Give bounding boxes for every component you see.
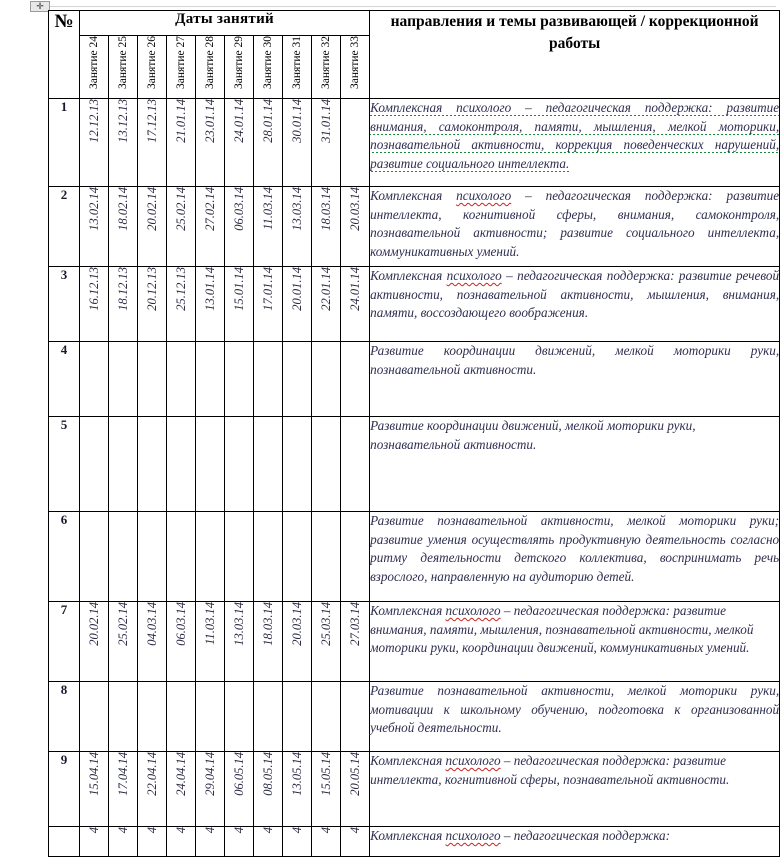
date-cell[interactable]: [225, 602, 254, 682]
header-session-7: [254, 36, 283, 99]
date-cell[interactable]: [312, 827, 341, 857]
session-label: Занятие 30: [261, 36, 274, 89]
date-value: 27.03.14: [348, 602, 363, 646]
date-cell[interactable]: [225, 752, 254, 827]
date-cell[interactable]: [341, 342, 370, 417]
topic-text: Комплексная психолого – педагогическая поддержка: развитие внимания, самоконтроля, памяти, мышления, мелкой моторики, познавательной активности, коррекция поведенческих нарушений, развитие социального интеллекта.: [370, 100, 780, 172]
date-cell[interactable]: [254, 342, 283, 417]
spellcheck-word: психолого: [445, 603, 501, 618]
header-session-5: [196, 36, 225, 99]
date-value: 18.02.14: [116, 187, 130, 231]
date-cell[interactable]: [196, 187, 225, 267]
date-value: 20.01.14: [290, 267, 304, 311]
date-value: 20.02.14: [145, 187, 159, 231]
header-session-10: [341, 36, 370, 99]
date-cell[interactable]: [341, 752, 370, 827]
date-value: 25.02.14: [116, 602, 130, 646]
table-row[interactable]: [49, 512, 780, 602]
date-cell[interactable]: [80, 417, 109, 512]
date-value: 4: [174, 827, 188, 834]
table-row[interactable]: [49, 342, 780, 417]
date-value: 18.03.14: [319, 187, 333, 231]
date-cell[interactable]: [109, 682, 138, 752]
spellcheck-word: психолого: [456, 188, 512, 203]
topic-text-rest: – педагогическая поддержка:: [500, 828, 671, 843]
date-cell[interactable]: [196, 417, 225, 512]
header-session-6: [225, 36, 254, 99]
date-value: 20.02.14: [87, 602, 101, 646]
date-cell[interactable]: [283, 827, 312, 857]
header-session-1: [80, 36, 109, 99]
session-label: Занятие 25: [116, 36, 129, 89]
date-cell[interactable]: [254, 99, 283, 187]
date-cell[interactable]: [341, 827, 370, 857]
date-value: 17.04.14: [116, 752, 130, 796]
date-cell[interactable]: [109, 512, 138, 602]
date-value: 4: [145, 827, 159, 834]
date-cell[interactable]: [341, 602, 370, 682]
date-cell[interactable]: [196, 682, 225, 752]
topic-text-rest: – педагогическая поддержка: развитие внимания, памяти, мышления, познавательной активности, мелкой моторики руки, координации движений, коммуникативных умений.: [370, 603, 754, 656]
date-value: 13.02.14: [87, 187, 101, 231]
date-cell[interactable]: [283, 682, 312, 752]
date-cell[interactable]: [254, 682, 283, 752]
date-value: 4: [232, 827, 246, 834]
table-row[interactable]: [49, 752, 780, 827]
date-cell[interactable]: [312, 682, 341, 752]
date-value: 4: [87, 827, 101, 834]
date-value: 22.04.14: [145, 752, 159, 796]
date-cell[interactable]: [254, 752, 283, 827]
date-cell[interactable]: [138, 827, 167, 857]
date-value: 22.01.14: [319, 267, 333, 311]
date-value: 29.04.14: [203, 752, 217, 796]
date-cell[interactable]: [167, 512, 196, 602]
date-cell[interactable]: [80, 752, 109, 827]
date-value: 20.03.14: [290, 602, 304, 646]
date-cell[interactable]: [283, 99, 312, 187]
table-row[interactable]: [49, 602, 780, 682]
topic-cell[interactable]: [370, 417, 780, 512]
date-value: 20.05.14: [348, 752, 363, 796]
header-row-group: [49, 11, 780, 36]
date-value: 4: [290, 827, 304, 834]
header-session-4: [167, 36, 196, 99]
table-row[interactable]: [49, 267, 780, 342]
date-cell[interactable]: [341, 267, 370, 342]
date-value: 13.12.13: [116, 99, 130, 143]
topic-text-rest: – педагогическая поддержка: развитие интеллекта, когнитивной сферы, внимания, самоконтроля, познавательной активности; развитие социального интеллекта, коммуникативных умений.: [370, 188, 780, 260]
date-cell[interactable]: [167, 752, 196, 827]
row-number-cell[interactable]: 3: [49, 267, 80, 342]
date-value: 31.01.14: [319, 99, 333, 143]
date-cell[interactable]: [341, 417, 370, 512]
topic-text-rest: – педагогическая поддержка: развитие интеллекта, когнитивной сферы, познавательной активности.: [370, 753, 730, 787]
date-cell[interactable]: [196, 512, 225, 602]
date-value: 28.01.14: [261, 99, 275, 143]
date-value: 21.01.14: [174, 99, 188, 143]
date-cell[interactable]: [80, 827, 109, 857]
session-label: Занятие 28: [203, 36, 216, 89]
date-value: 16.12.13: [87, 267, 101, 311]
date-cell[interactable]: [254, 512, 283, 602]
date-value: 25.02.14: [174, 187, 188, 231]
date-value: 24.01.14: [348, 267, 363, 311]
date-cell[interactable]: [254, 827, 283, 857]
topic-text-rest: – педагогическая поддержка: развитие речевой активности, познавательной активности, мышления, внимания, памяти, воссоздающего воображения.: [370, 268, 780, 321]
date-cell[interactable]: [283, 342, 312, 417]
session-label: Занятие 26: [145, 36, 158, 89]
date-cell[interactable]: [254, 602, 283, 682]
date-cell[interactable]: [167, 682, 196, 752]
date-cell[interactable]: [312, 267, 341, 342]
date-value: 4: [319, 827, 333, 834]
date-value: 13.03.14: [232, 602, 246, 646]
date-cell[interactable]: [283, 512, 312, 602]
date-cell[interactable]: [167, 417, 196, 512]
date-value: 25.03.14: [319, 602, 333, 646]
date-value: 13.05.14: [290, 752, 304, 796]
date-cell[interactable]: [225, 417, 254, 512]
topic-cell[interactable]: [370, 267, 780, 342]
date-value: 27.02.14: [203, 187, 217, 231]
header-session-8: [283, 36, 312, 99]
topic-cell[interactable]: [370, 99, 780, 187]
header-dates-group: Даты занятий: [80, 11, 370, 36]
date-cell[interactable]: [312, 187, 341, 267]
header-topic: направления и темы развивающей / коррекционной работы: [370, 11, 780, 99]
date-cell[interactable]: [138, 752, 167, 827]
ruler-divider: [50, 6, 776, 7]
session-label: Занятие 29: [232, 36, 245, 89]
row-number-cell[interactable]: 7: [49, 602, 80, 682]
date-cell[interactable]: [109, 267, 138, 342]
date-value: 15.05.14: [319, 752, 333, 796]
date-cell[interactable]: [109, 187, 138, 267]
date-value: 4: [261, 827, 275, 834]
date-cell[interactable]: [196, 342, 225, 417]
topic-cell[interactable]: [370, 602, 780, 682]
topic-text: Развитие познавательной активности, мелкой моторики руки; развитие умения осуществлять продуктивную деятельность согласно ритму деятельности детского коллектива, воспринимать речь взрослого, направленную на аудиторию детей.: [370, 513, 780, 585]
date-cell[interactable]: [312, 512, 341, 602]
date-value: 11.03.14: [261, 187, 275, 230]
date-cell[interactable]: [341, 187, 370, 267]
table-move-handle-icon[interactable]: [30, 1, 50, 12]
date-value: 4: [348, 827, 363, 834]
date-value: 23.01.14: [203, 99, 217, 143]
date-cell[interactable]: [167, 187, 196, 267]
date-cell[interactable]: [283, 602, 312, 682]
date-cell[interactable]: [138, 602, 167, 682]
date-cell[interactable]: [109, 602, 138, 682]
table-header: [49, 11, 780, 99]
table-row[interactable]: [49, 99, 780, 187]
date-value: 20.12.13: [145, 267, 159, 311]
topic-cell[interactable]: [370, 752, 780, 827]
date-cell[interactable]: [167, 267, 196, 342]
date-cell[interactable]: [341, 512, 370, 602]
topic-text-lead: Комплексная: [370, 188, 457, 203]
session-label: Занятие 27: [174, 36, 187, 89]
session-label: Занятие 33: [348, 36, 361, 89]
table-row[interactable]: [49, 417, 780, 512]
date-cell[interactable]: [225, 682, 254, 752]
date-cell[interactable]: [80, 342, 109, 417]
date-value: 13.03.14: [290, 187, 304, 231]
date-value: 4: [203, 827, 217, 834]
date-cell[interactable]: [138, 512, 167, 602]
date-cell[interactable]: [254, 417, 283, 512]
date-cell[interactable]: [80, 512, 109, 602]
date-cell[interactable]: [196, 602, 225, 682]
date-cell[interactable]: [138, 267, 167, 342]
topic-cell[interactable]: [370, 682, 780, 752]
date-cell[interactable]: [196, 752, 225, 827]
session-label: Занятие 32: [319, 36, 332, 89]
topic-text-lead: Комплексная: [370, 828, 446, 843]
date-cell[interactable]: [312, 602, 341, 682]
date-cell[interactable]: [283, 267, 312, 342]
date-cell[interactable]: [80, 602, 109, 682]
date-value: 18.03.14: [261, 602, 275, 646]
date-cell[interactable]: [109, 99, 138, 187]
table-handle-glyph: ✛: [36, 1, 44, 11]
date-cell[interactable]: [167, 602, 196, 682]
date-cell[interactable]: [312, 752, 341, 827]
date-value: 15.04.14: [87, 752, 101, 796]
date-value: 12.12.13: [87, 99, 101, 143]
date-value: 15.01.14: [232, 267, 246, 311]
date-value: 11.03.14: [203, 602, 217, 645]
date-value: 24.04.14: [174, 752, 188, 796]
topic-cell[interactable]: [370, 827, 780, 857]
topic-text-lead: Комплексная: [370, 753, 446, 768]
date-cell[interactable]: [225, 342, 254, 417]
topic-text: Развитие координации движений, мелкой моторики руки, познавательной активности.: [370, 418, 696, 452]
topic-text-lead: Комплексная: [370, 268, 447, 283]
table-row[interactable]: [49, 827, 780, 857]
date-cell[interactable]: [138, 417, 167, 512]
date-value: 06.03.14: [232, 187, 246, 231]
date-value: 06.03.14: [174, 602, 188, 646]
date-cell[interactable]: [312, 342, 341, 417]
header-session-2: [109, 36, 138, 99]
topic-cell[interactable]: [370, 187, 780, 267]
date-cell[interactable]: [341, 99, 370, 187]
date-cell[interactable]: [80, 267, 109, 342]
date-cell[interactable]: [225, 187, 254, 267]
date-value: 30.01.14: [290, 99, 304, 143]
date-value: 4: [116, 827, 130, 834]
date-cell[interactable]: [312, 99, 341, 187]
header-number: №: [49, 11, 80, 99]
date-cell[interactable]: [312, 417, 341, 512]
date-cell[interactable]: [109, 417, 138, 512]
row-number-cell[interactable]: 8: [49, 682, 80, 752]
date-cell[interactable]: [80, 682, 109, 752]
row-number-cell[interactable]: 5: [49, 417, 80, 512]
date-cell[interactable]: [138, 682, 167, 752]
date-cell[interactable]: [138, 342, 167, 417]
date-cell[interactable]: [167, 99, 196, 187]
table-row[interactable]: [49, 187, 780, 267]
date-value: 17.01.14: [261, 267, 275, 311]
session-label: Занятие 31: [290, 36, 303, 89]
date-cell[interactable]: [225, 512, 254, 602]
date-cell[interactable]: [138, 187, 167, 267]
date-cell[interactable]: [283, 187, 312, 267]
date-cell[interactable]: [225, 99, 254, 187]
date-cell[interactable]: [341, 682, 370, 752]
date-cell[interactable]: [138, 99, 167, 187]
header-session-3: [138, 36, 167, 99]
date-value: 20.03.14: [348, 187, 363, 231]
date-cell[interactable]: [196, 99, 225, 187]
date-cell[interactable]: [225, 267, 254, 342]
date-cell[interactable]: [283, 752, 312, 827]
row-number-cell[interactable]: 1: [49, 99, 80, 187]
row-number-cell[interactable]: 9: [49, 752, 80, 827]
date-cell[interactable]: [80, 187, 109, 267]
date-cell[interactable]: [196, 267, 225, 342]
date-cell[interactable]: [80, 99, 109, 187]
row-number-cell[interactable]: [49, 827, 80, 857]
topic-text-lead: Комплексная: [370, 603, 446, 618]
row-number-cell[interactable]: 2: [49, 187, 80, 267]
header-session-9: [312, 36, 341, 99]
date-value: 13.01.14: [203, 267, 217, 311]
table-body: [49, 99, 780, 857]
date-value: 06.05.14: [232, 752, 246, 796]
date-value: 08.05.14: [261, 752, 275, 796]
lesson-schedule-table: [48, 10, 780, 857]
spellcheck-word: психолого: [445, 753, 501, 768]
date-cell[interactable]: [225, 827, 254, 857]
date-cell[interactable]: [109, 827, 138, 857]
date-cell[interactable]: [196, 827, 225, 857]
date-value: 24.01.14: [232, 99, 246, 143]
date-cell[interactable]: [283, 417, 312, 512]
topic-cell[interactable]: [370, 512, 780, 602]
date-value: 04.03.14: [145, 602, 159, 646]
topic-cell[interactable]: [370, 342, 780, 417]
row-number-cell[interactable]: 6: [49, 512, 80, 602]
spellcheck-word: психолого: [446, 268, 502, 283]
topic-text: Развитие познавательной активности, мелкой моторики руки, мотивации к школьному обучению, подготовка к организованной учебной деятельности.: [370, 683, 780, 736]
topic-text: Развитие координации движений, мелкой моторики руки, познавательной активности.: [370, 343, 780, 377]
date-cell[interactable]: [254, 187, 283, 267]
spellcheck-word: психолого: [445, 828, 501, 843]
date-cell[interactable]: [167, 827, 196, 857]
date-cell[interactable]: [167, 342, 196, 417]
date-value: 18.12.13: [116, 267, 130, 311]
session-label: Занятие 24: [87, 36, 100, 89]
date-cell[interactable]: [109, 752, 138, 827]
date-cell[interactable]: [109, 342, 138, 417]
row-number-cell[interactable]: 4: [49, 342, 80, 417]
date-value: 17.12.13: [145, 99, 159, 143]
date-value: 25.12.13: [174, 267, 188, 311]
date-cell[interactable]: [254, 267, 283, 342]
table-row[interactable]: [49, 682, 780, 752]
